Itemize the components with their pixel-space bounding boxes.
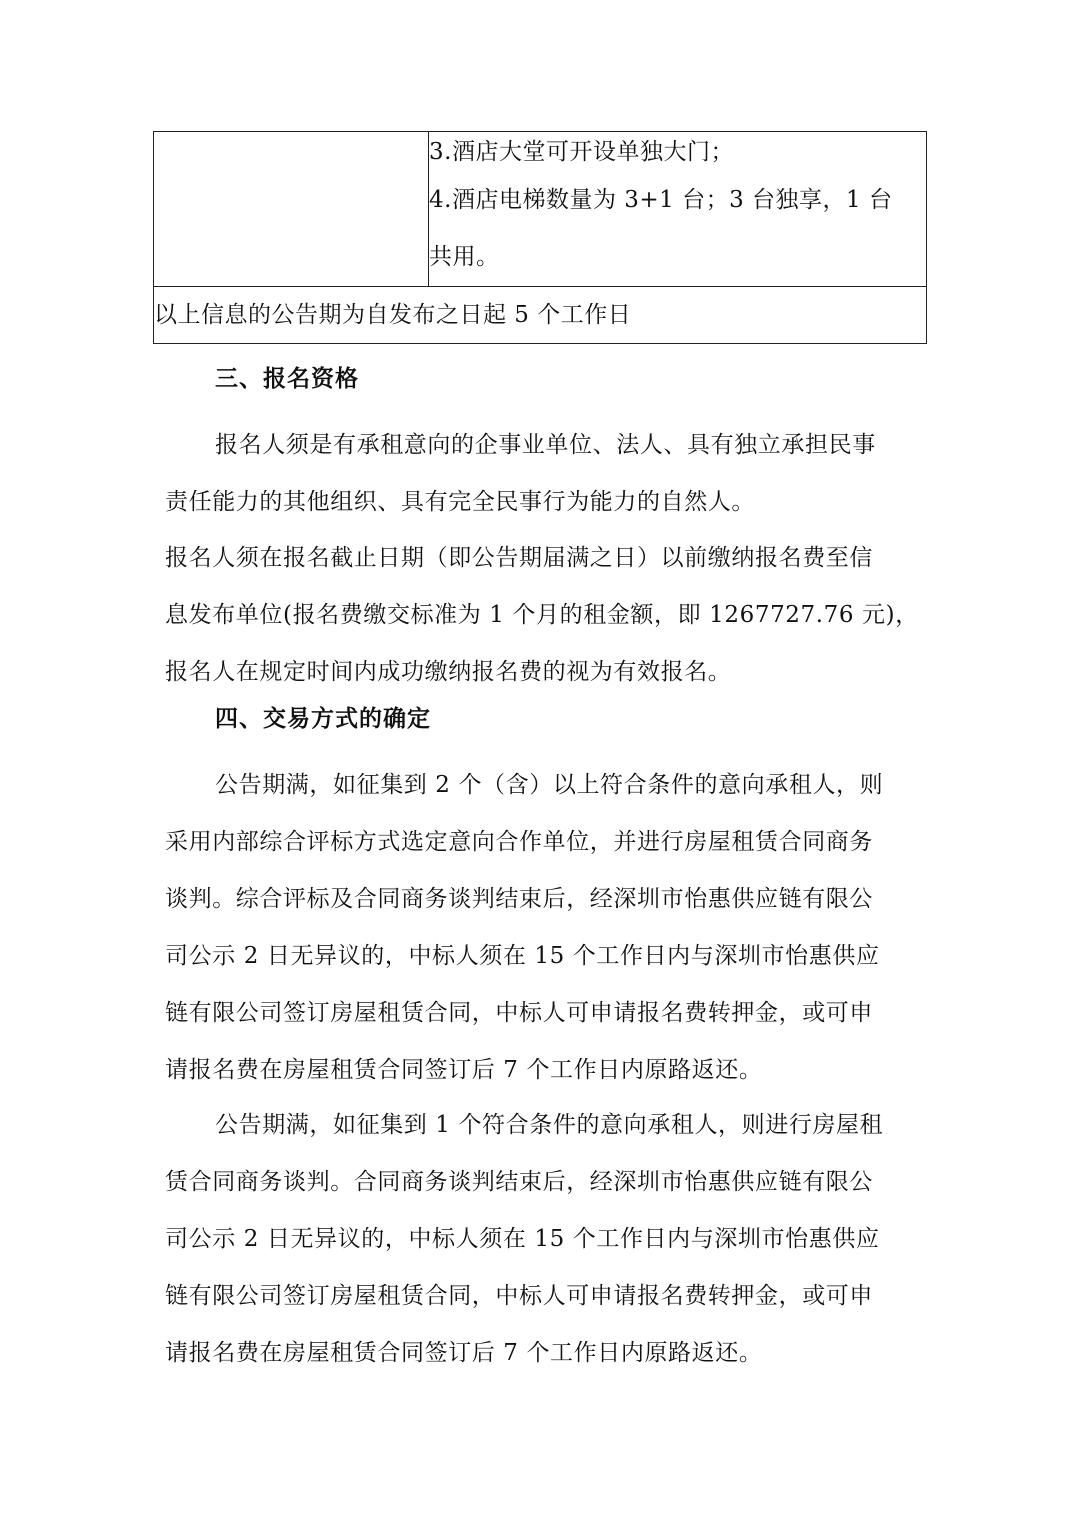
paragraph-line: 谈判。综合评标及合同商务谈判结束后，经深圳市怡惠供应链有限公: [165, 886, 873, 912]
table-row: [154, 132, 927, 287]
paragraph-line: 请报名费在房屋租赁合同签订后 7 个工作日内原路返还。: [165, 1057, 763, 1083]
paragraph-line: 采用内部综合评标方式选定意向合作单位，并进行房屋租赁合同商务: [165, 829, 873, 855]
paragraph-line: 司公示 2 日无异议的，中标人须在 15 个工作日内与深圳市怡惠供应: [165, 1226, 880, 1252]
table-line: 4.酒店电梯数量为 3+1 台；3 台独享，1 台: [429, 187, 893, 213]
paragraph-line: 息发布单位(报名费缴交标准为 1 个月的租金额，即 1267727.76 元)，: [165, 602, 919, 628]
paragraph-line: 报名人在规定时间内成功缴纳报名费的视为有效报名。: [165, 659, 732, 685]
paragraph-line: 报名人须是有承租意向的企事业单位、法人、具有独立承担民事: [215, 432, 876, 458]
table-line: 3.酒店大堂可开设单独大门；: [429, 139, 734, 165]
table-note: 以上信息的公告期为自发布之日起 5 个工作日: [154, 287, 927, 344]
paragraph-line: 司公示 2 日无异议的，中标人须在 15 个工作日内与深圳市怡惠供应: [165, 943, 880, 969]
paragraph-line: 赁合同商务谈判。合同商务谈判结束后，经深圳市怡惠供应链有限公: [165, 1169, 873, 1195]
paragraph-line: 链有限公司签订房屋租赁合同，中标人可申请报名费转押金，或可申: [165, 1000, 873, 1026]
info-table: [153, 131, 927, 344]
table-cell-empty: [154, 132, 429, 287]
transaction-paragraph-2: [165, 1097, 925, 1382]
paragraph-line: 责任能力的其他组织、具有完全民事行为能力的自然人。: [165, 489, 755, 515]
section-heading-eligibility: 三、报名资格: [215, 365, 359, 392]
eligibility-paragraph-1: [165, 417, 925, 531]
transaction-paragraph-1: [165, 757, 925, 1099]
paragraph-line: 公告期满，如征集到 1 个符合条件的意向承租人，则进行房屋租: [215, 1112, 884, 1138]
eligibility-paragraph-2: [165, 530, 925, 701]
paragraph-line: 公告期满，如征集到 2 个（含）以上符合条件的意向承租人，则: [215, 772, 884, 798]
table-cell-details: [429, 132, 927, 287]
paragraph-line: 报名人须在报名截止日期（即公告期届满之日）以前缴纳报名费至信: [165, 545, 873, 571]
paragraph-line: 链有限公司签订房屋租赁合同，中标人可申请报名费转押金，或可申: [165, 1283, 873, 1309]
paragraph-line: 请报名费在房屋租赁合同签订后 7 个工作日内原路返还。: [165, 1340, 763, 1366]
table-row: [154, 287, 927, 344]
table-line: 共用。: [429, 244, 500, 270]
section-heading-transaction: 四、交易方式的确定: [215, 705, 431, 732]
